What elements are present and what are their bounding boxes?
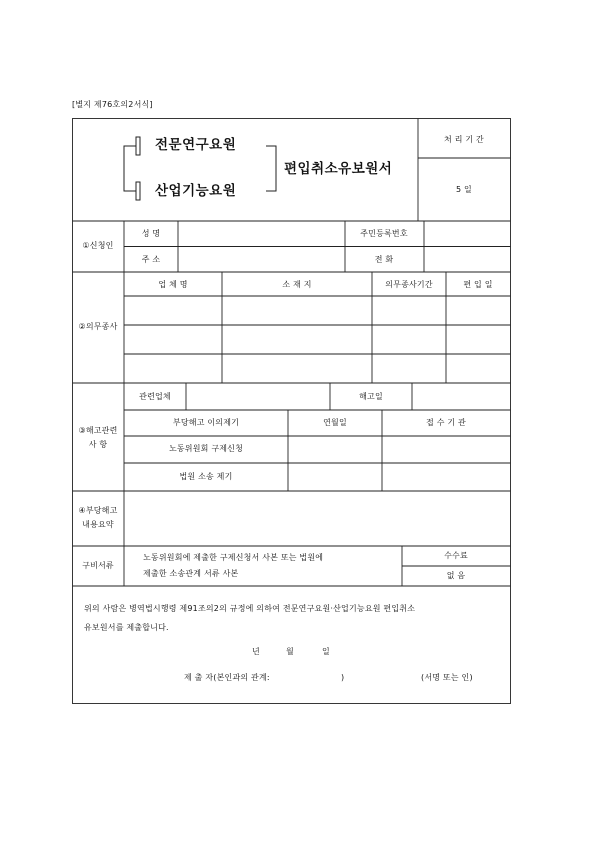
title-option-research: 전문연구요원 <box>155 137 237 153</box>
required-documents-line-2: 제출한 소송관계 서류 사본 <box>143 569 239 578</box>
court-lawsuit-fields[interactable] <box>289 464 510 490</box>
summary-section-label-2: 내용요약 <box>82 520 114 529</box>
resident-number-label: 주민등록번호 <box>360 229 408 238</box>
dismissal-section-label: ③해고관련 <box>78 426 118 435</box>
dismissal-section-label-2: 사 항 <box>88 440 108 449</box>
required-documents-line-1: 노동위원회에 제출한 구제신청서 사본 또는 법원에 <box>143 553 324 562</box>
col-company-name: 업 체 명 <box>158 280 188 289</box>
address-label: 주 소 <box>141 255 161 264</box>
employer-entry-rows[interactable] <box>125 297 510 382</box>
date-month-label: 월 <box>286 647 294 656</box>
name-field[interactable] <box>179 222 344 246</box>
date-header: 연월일 <box>323 418 347 427</box>
signature-label: (서명 또는 인) <box>421 673 473 682</box>
court-lawsuit-row-label: 법원 소송 제기 <box>179 472 233 481</box>
objection-header: 부당해고 이의제기 <box>172 418 240 427</box>
col-service-period: 의무종사기간 <box>385 280 433 289</box>
resident-number-field[interactable] <box>425 222 510 246</box>
col-location: 소 재 지 <box>282 280 312 289</box>
date-day-label: 일 <box>322 647 330 656</box>
fee-value: 없 음 <box>446 571 466 580</box>
address-field[interactable] <box>179 247 344 271</box>
receiving-agency-header: 접 수 기 관 <box>426 418 466 427</box>
declaration-line-2: 유보원서를 제출합니다. <box>84 623 169 632</box>
applicant-section-label: ①신청인 <box>82 241 114 250</box>
summary-section-label: ④부당해고 <box>78 506 118 515</box>
labor-commission-fields[interactable] <box>289 437 510 462</box>
fee-label: 수수료 <box>444 551 468 560</box>
summary-text-area[interactable] <box>125 492 510 545</box>
declaration-line-1: 위의 사람은 병역법시행령 제91조의2의 규정에 의하여 전문연구요원·산업기능요원 편입취소 <box>84 604 416 613</box>
processing-period-label: 처 리 기 간 <box>444 135 484 144</box>
processing-period-value: 5 일 <box>456 185 472 194</box>
form-reference: [별지 제76호의2서식] <box>72 100 153 109</box>
name-label: 성 명 <box>141 229 161 238</box>
phone-label: 전 화 <box>374 255 394 264</box>
dismissal-date-field[interactable] <box>413 384 510 409</box>
phone-field[interactable] <box>425 247 510 271</box>
page-title: 편입취소유보원서 <box>284 161 393 177</box>
date-year-label: 년 <box>252 647 260 656</box>
dismissal-date-label: 해고일 <box>359 392 383 401</box>
related-company-label: 관련업체 <box>139 392 171 401</box>
col-enlistment-date: 편 입 일 <box>463 280 493 289</box>
submitter-label: 제 출 자(본인과의 관계: <box>184 673 270 682</box>
employer-section-label: ②의무종사 <box>78 322 118 331</box>
required-documents-label: 구비서류 <box>82 561 114 570</box>
submitter-close-paren: ) <box>341 673 345 682</box>
labor-commission-row-label: 노동위원회 구제신청 <box>168 444 244 453</box>
title-option-industrial: 산업기능요원 <box>155 183 237 199</box>
related-company-field[interactable] <box>187 384 329 409</box>
